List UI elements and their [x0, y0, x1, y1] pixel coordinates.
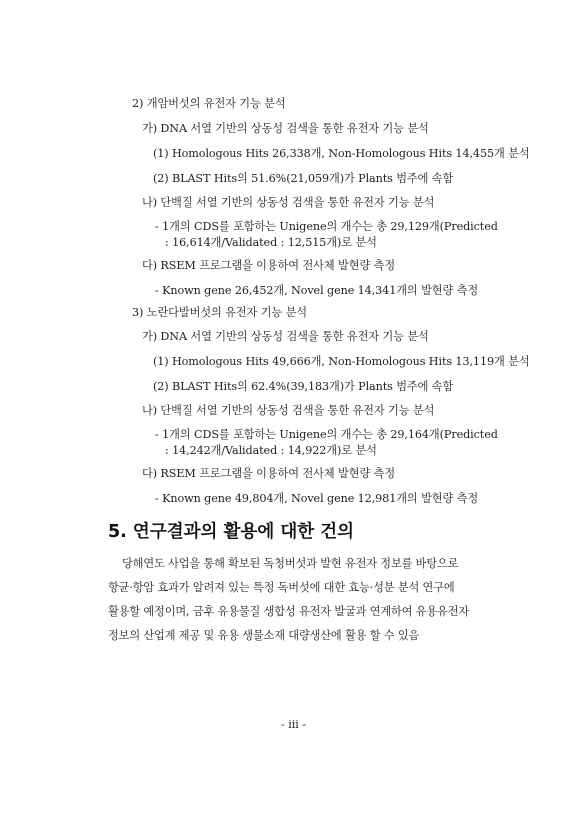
- section-2-na-title: 나) 단백질 서열 기반의 상동성 검색을 통한 유전자 기능 분석: [142, 196, 435, 209]
- section-2-ga-item-1: (1) Homologous Hits 26,338개, Non-Homologous Hits 14,455개 분석: [153, 147, 530, 160]
- chapter-5-paragraph-line-1: 당해연도 사업을 통해 확보된 독청버섯과 발현 유전자 정보를 바탕으로: [122, 557, 459, 570]
- section-3-na-line-2: : 14,242개/Validated : 14,922개)로 분석: [165, 444, 377, 457]
- section-2-na-line-2: : 16,614개/Validated : 12,515개)로 분석: [165, 236, 377, 249]
- section-3-ga-item-2: (2) BLAST Hits의 62.4%(39,183개)가 Plants 범주에 속함: [153, 380, 454, 393]
- chapter-5-heading: 5. 연구결과의 활용에 대한 건의: [108, 522, 355, 542]
- section-3-da-title: 다) RSEM 프로그램을 이용하여 전사체 발현량 측정: [142, 467, 396, 480]
- section-3-na-title: 나) 단백질 서열 기반의 상동성 검색을 통한 유전자 기능 분석: [142, 404, 435, 417]
- section-2-da-title: 다) RSEM 프로그램을 이용하여 전사체 발현량 측정: [142, 259, 396, 272]
- section-3-da-line-1: - Known gene 49,804개, Novel gene 12,981개의 발현량 측정: [155, 492, 479, 505]
- chapter-5-paragraph-line-2: 항균·항암 효과가 알려져 있는 특정 독버섯에 대한 효능·성분 분석 연구에: [108, 581, 455, 594]
- section-3-ga-item-1: (1) Homologous Hits 49,666개, Non-Homologous Hits 13,119개 분석: [153, 355, 530, 368]
- chapter-5-paragraph-line-4: 정보의 산업계 제공 및 유용 생물소재 대량생산에 활용 할 수 있음: [108, 629, 420, 642]
- chapter-5-paragraph-line-3: 활용할 예정이며, 금후 유용물질 생합성 유전자 발굴과 연계하여 유용유전자: [108, 605, 470, 618]
- section-3-title: 3) 노란다발버섯의 유전자 기능 분석: [132, 306, 308, 319]
- section-2-ga-item-2: (2) BLAST Hits의 51.6%(21,059개)가 Plants 범주에 속함: [153, 172, 454, 185]
- section-3-na-line-1: - 1개의 CDS를 포함하는 Unigene의 개수는 총 29,164개(Predicted: [155, 428, 498, 441]
- section-2-title: 2) 개암버섯의 유전자 기능 분석: [132, 97, 286, 110]
- section-3-ga-title: 가) DNA 서열 기반의 상동성 검색을 통한 유전자 기능 분석: [142, 330, 429, 343]
- section-2-na-line-1: - 1개의 CDS를 포함하는 Unigene의 개수는 총 29,129개(Predicted: [155, 220, 498, 233]
- page-number: - iii -: [281, 718, 306, 731]
- section-2-ga-title: 가) DNA 서열 기반의 상동성 검색을 통한 유전자 기능 분석: [142, 122, 429, 135]
- section-2-da-line-1: - Known gene 26,452개, Novel gene 14,341개의 발현량 측정: [155, 284, 479, 297]
